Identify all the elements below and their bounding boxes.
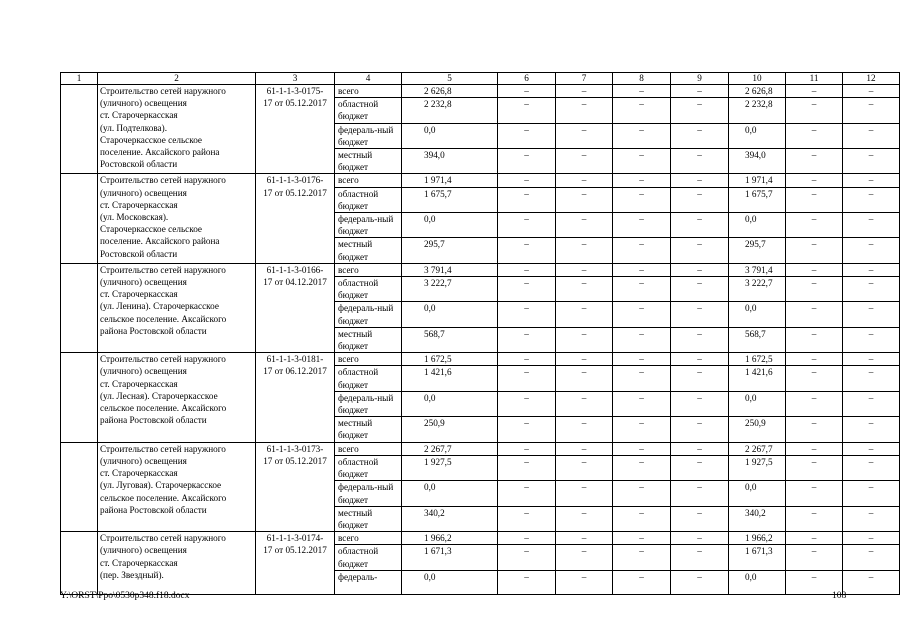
value-cell-column-11: –: [786, 506, 843, 531]
value-cell-column-11: –: [786, 149, 843, 174]
value-cell-column-11: –: [786, 455, 843, 480]
value-cell-column-9: –: [671, 277, 729, 302]
table-row: [61, 353, 900, 366]
value-cell-column-8: –: [613, 187, 671, 212]
object-name-line: Строительство сетей наружного: [100, 175, 226, 186]
value-cell-column-5: 2 232,8: [402, 98, 498, 123]
value-cell-column-6: –: [498, 532, 556, 545]
object-name-line: сельское поселение. Аксайского: [100, 403, 227, 414]
object-name-line: (ул. Московская).: [100, 212, 169, 223]
value-cell-column-9: –: [671, 238, 729, 263]
value-cell-column-12: –: [843, 442, 900, 455]
column-header-6: 6: [498, 73, 556, 85]
registration-code-cell: [256, 174, 335, 263]
value-cell-column-5: 394,0: [402, 149, 498, 174]
value-cell-column-12: –: [843, 455, 900, 480]
object-name-line: (ул. Подтелкова).: [100, 122, 167, 133]
value-cell-column-8: –: [613, 238, 671, 263]
value-cell-column-6: –: [498, 187, 556, 212]
value-cell-column-10: 2 267,7: [729, 442, 786, 455]
value-cell-column-10: 0,0: [729, 302, 786, 327]
value-cell-column-9: –: [671, 442, 729, 455]
value-cell-column-10: 3 791,4: [729, 263, 786, 276]
funding-source-cell: федераль-ный бюджет: [335, 213, 402, 238]
value-cell-column-11: –: [786, 327, 843, 352]
value-cell-column-8: –: [613, 174, 671, 187]
value-cell-column-5: 340,2: [402, 506, 498, 531]
object-name-line: Строительство сетей наружного: [100, 86, 226, 96]
value-cell-column-8: –: [613, 545, 671, 570]
object-name-line: Старочеркасское сельское: [100, 134, 202, 145]
funding-source-cell: областной бюджет: [335, 187, 402, 212]
value-cell-column-7: –: [556, 481, 613, 506]
value-cell-column-8: –: [613, 391, 671, 416]
registration-code-line: 17 от 05.12.2017: [263, 455, 327, 466]
value-cell-column-7: –: [556, 455, 613, 480]
value-cell-column-5: 295,7: [402, 238, 498, 263]
value-cell-column-11: –: [786, 187, 843, 212]
funding-source-cell: всего: [335, 442, 402, 455]
value-cell-column-9: –: [671, 213, 729, 238]
registration-code-line: 61-1-1-3-0174-: [266, 533, 324, 544]
value-cell-column-6: –: [498, 327, 556, 352]
registration-code-cell: [256, 532, 335, 595]
value-cell-column-9: –: [671, 353, 729, 366]
value-cell-column-9: –: [671, 149, 729, 174]
value-cell-column-12: –: [843, 353, 900, 366]
object-name-cell: [98, 174, 256, 263]
value-cell-column-10: 295,7: [729, 238, 786, 263]
value-cell-column-5: 568,7: [402, 327, 498, 352]
table-row: [61, 174, 900, 187]
value-cell-column-6: –: [498, 149, 556, 174]
object-name-line: (уличного) освещения: [100, 277, 187, 288]
value-cell-column-5: 1 966,2: [402, 532, 498, 545]
value-cell-column-9: –: [671, 481, 729, 506]
object-name-line: поселение. Аксайского района: [100, 236, 220, 247]
registration-code-line: 61-1-1-3-0175-: [266, 86, 324, 96]
funding-source-cell: федераль-ный бюджет: [335, 391, 402, 416]
value-cell-column-5: 1 675,7: [402, 187, 498, 212]
row-number-cell: [61, 353, 98, 442]
value-cell-column-9: –: [671, 391, 729, 416]
value-cell-column-8: –: [613, 263, 671, 276]
value-cell-column-12: –: [843, 532, 900, 545]
value-cell-column-6: –: [498, 481, 556, 506]
row-number-cell: [61, 442, 98, 531]
value-cell-column-9: –: [671, 123, 729, 148]
value-cell-column-7: –: [556, 570, 613, 594]
value-cell-column-7: –: [556, 442, 613, 455]
value-cell-column-12: –: [843, 481, 900, 506]
value-cell-column-11: –: [786, 366, 843, 391]
value-cell-column-12: –: [843, 570, 900, 594]
object-name-line: (уличного) освещения: [100, 455, 187, 466]
value-cell-column-7: –: [556, 149, 613, 174]
value-cell-column-6: –: [498, 123, 556, 148]
value-cell-column-8: –: [613, 98, 671, 123]
value-cell-column-5: 0,0: [402, 481, 498, 506]
object-name-line: (ул. Лесная). Старочеркасское: [100, 390, 218, 401]
object-name-line: района Ростовской области: [100, 415, 207, 426]
value-cell-column-8: –: [613, 455, 671, 480]
value-cell-column-8: –: [613, 442, 671, 455]
value-cell-column-8: –: [613, 213, 671, 238]
value-cell-column-9: –: [671, 506, 729, 531]
value-cell-column-5: 1 421,6: [402, 366, 498, 391]
value-cell-column-12: –: [843, 277, 900, 302]
value-cell-column-7: –: [556, 366, 613, 391]
funding-source-cell: областной бюджет: [335, 366, 402, 391]
value-cell-column-7: –: [556, 532, 613, 545]
table-header-row: [61, 73, 900, 85]
funding-source-cell: всего: [335, 263, 402, 276]
object-name-line: (уличного) освещения: [100, 98, 187, 109]
funding-source-cell: всего: [335, 174, 402, 187]
value-cell-column-12: –: [843, 98, 900, 123]
value-cell-column-12: –: [843, 545, 900, 570]
value-cell-column-5: 1 672,5: [402, 353, 498, 366]
registration-code-line: 17 от 05.12.2017: [263, 98, 327, 109]
value-cell-column-5: 0,0: [402, 123, 498, 148]
value-cell-column-10: 0,0: [729, 570, 786, 594]
value-cell-column-9: –: [671, 545, 729, 570]
value-cell-column-5: 3 791,4: [402, 263, 498, 276]
value-cell-column-11: –: [786, 532, 843, 545]
column-header-10: 10: [729, 73, 786, 85]
object-name-line: (ул. Ленина). Старочеркасское: [100, 301, 219, 312]
registration-code-line: 17 от 04.12.2017: [263, 277, 327, 288]
value-cell-column-6: –: [498, 391, 556, 416]
registration-code-line: 17 от 05.12.2017: [263, 545, 327, 556]
value-cell-column-6: –: [498, 417, 556, 442]
value-cell-column-10: 1 971,4: [729, 174, 786, 187]
value-cell-column-6: –: [498, 366, 556, 391]
object-name-cell: [98, 353, 256, 442]
funding-source-cell: местный бюджет: [335, 506, 402, 531]
value-cell-column-12: –: [843, 174, 900, 187]
table-body: [61, 85, 900, 595]
funding-source-cell: областной бюджет: [335, 545, 402, 570]
value-cell-column-8: –: [613, 532, 671, 545]
object-name-line: Старочеркасское сельское: [100, 224, 202, 235]
value-cell-column-12: –: [843, 213, 900, 238]
value-cell-column-9: –: [671, 570, 729, 594]
funding-source-cell: всего: [335, 85, 402, 98]
value-cell-column-10: 3 222,7: [729, 277, 786, 302]
value-cell-column-9: –: [671, 302, 729, 327]
value-cell-column-10: 0,0: [729, 213, 786, 238]
object-name-line: Строительство сетей наружного: [100, 533, 226, 544]
value-cell-column-7: –: [556, 238, 613, 263]
value-cell-column-10: 2 232,8: [729, 98, 786, 123]
column-header-1: 1: [61, 73, 98, 85]
value-cell-column-5: 1 927,5: [402, 455, 498, 480]
column-header-11: 11: [786, 73, 843, 85]
object-name-line: сельское поселение. Аксайского: [100, 492, 227, 503]
value-cell-column-5: 1 671,3: [402, 545, 498, 570]
value-cell-column-9: –: [671, 174, 729, 187]
column-header-2: 2: [98, 73, 256, 85]
value-cell-column-10: 1 672,5: [729, 353, 786, 366]
value-cell-column-11: –: [786, 353, 843, 366]
registration-code-cell: [256, 85, 335, 174]
column-header-3: 3: [256, 73, 335, 85]
funding-source-cell: местный бюджет: [335, 327, 402, 352]
object-name-cell: [98, 263, 256, 352]
registration-code-line: 17 от 05.12.2017: [263, 187, 327, 198]
value-cell-column-7: –: [556, 353, 613, 366]
value-cell-column-11: –: [786, 85, 843, 98]
object-name-cell: [98, 532, 256, 595]
value-cell-column-11: –: [786, 98, 843, 123]
value-cell-column-6: –: [498, 302, 556, 327]
object-name-line: (уличного) освещения: [100, 545, 187, 556]
value-cell-column-10: 1 671,3: [729, 545, 786, 570]
value-cell-column-11: –: [786, 302, 843, 327]
funding-source-cell: федераль-ный бюджет: [335, 123, 402, 148]
object-name-line: (уличного) освещения: [100, 366, 187, 377]
value-cell-column-11: –: [786, 174, 843, 187]
value-cell-column-10: 340,2: [729, 506, 786, 531]
object-name-line: (пер. Звездный).: [100, 569, 164, 580]
funding-source-cell: местный бюджет: [335, 417, 402, 442]
footer-page-number: 108: [832, 591, 847, 601]
object-name-line: (уличного) освещения: [100, 187, 187, 198]
value-cell-column-5: 0,0: [402, 570, 498, 594]
value-cell-column-5: 2 267,7: [402, 442, 498, 455]
value-cell-column-7: –: [556, 213, 613, 238]
value-cell-column-5: 2 626,8: [402, 85, 498, 98]
value-cell-column-9: –: [671, 263, 729, 276]
value-cell-column-11: –: [786, 570, 843, 594]
value-cell-column-11: –: [786, 481, 843, 506]
value-cell-column-7: –: [556, 187, 613, 212]
value-cell-column-7: –: [556, 85, 613, 98]
value-cell-column-10: 0,0: [729, 391, 786, 416]
value-cell-column-8: –: [613, 85, 671, 98]
value-cell-column-6: –: [498, 98, 556, 123]
object-name-line: ст. Старочеркасская: [100, 378, 178, 389]
value-cell-column-8: –: [613, 149, 671, 174]
value-cell-column-9: –: [671, 187, 729, 212]
value-cell-column-10: 0,0: [729, 481, 786, 506]
object-name-line: (ул. Луговая). Старочеркасское: [100, 480, 222, 491]
object-name-line: ст. Старочеркасская: [100, 468, 178, 479]
value-cell-column-9: –: [671, 455, 729, 480]
registration-code-cell: [256, 353, 335, 442]
value-cell-column-7: –: [556, 417, 613, 442]
value-cell-column-8: –: [613, 481, 671, 506]
value-cell-column-6: –: [498, 455, 556, 480]
value-cell-column-12: –: [843, 366, 900, 391]
value-cell-column-10: 1 966,2: [729, 532, 786, 545]
funding-source-cell: федераль-: [335, 570, 402, 594]
funding-source-cell: областной бюджет: [335, 455, 402, 480]
value-cell-column-8: –: [613, 277, 671, 302]
value-cell-column-9: –: [671, 417, 729, 442]
value-cell-column-11: –: [786, 263, 843, 276]
value-cell-column-10: 1 927,5: [729, 455, 786, 480]
value-cell-column-11: –: [786, 442, 843, 455]
row-number-cell: [61, 174, 98, 263]
value-cell-column-9: –: [671, 98, 729, 123]
value-cell-column-11: –: [786, 391, 843, 416]
value-cell-column-9: –: [671, 85, 729, 98]
object-name-line: ст. Старочеркасская: [100, 289, 178, 300]
column-header-9: 9: [671, 73, 729, 85]
value-cell-column-5: 1 971,4: [402, 174, 498, 187]
value-cell-column-7: –: [556, 545, 613, 570]
object-name-line: Ростовской области: [100, 248, 178, 259]
object-name-line: района Ростовской области: [100, 504, 207, 515]
value-cell-column-12: –: [843, 417, 900, 442]
registration-code-cell: [256, 442, 335, 531]
value-cell-column-8: –: [613, 353, 671, 366]
funding-source-cell: всего: [335, 353, 402, 366]
value-cell-column-7: –: [556, 391, 613, 416]
value-cell-column-11: –: [786, 238, 843, 263]
object-name-line: Строительство сетей наружного: [100, 443, 226, 454]
value-cell-column-6: –: [498, 174, 556, 187]
value-cell-column-12: –: [843, 391, 900, 416]
value-cell-column-12: –: [843, 506, 900, 531]
registration-code-line: 61-1-1-3-0166-: [266, 264, 324, 275]
value-cell-column-6: –: [498, 545, 556, 570]
value-cell-column-8: –: [613, 302, 671, 327]
value-cell-column-10: 394,0: [729, 149, 786, 174]
funding-source-cell: областной бюджет: [335, 98, 402, 123]
value-cell-column-7: –: [556, 263, 613, 276]
value-cell-column-11: –: [786, 213, 843, 238]
value-cell-column-12: –: [843, 238, 900, 263]
value-cell-column-5: 0,0: [402, 302, 498, 327]
object-name-cell: [98, 442, 256, 531]
column-header-7: 7: [556, 73, 613, 85]
value-cell-column-12: –: [843, 263, 900, 276]
value-cell-column-12: –: [843, 327, 900, 352]
registration-code-line: 17 от 06.12.2017: [263, 366, 327, 377]
value-cell-column-12: –: [843, 123, 900, 148]
value-cell-column-8: –: [613, 417, 671, 442]
row-number-cell: [61, 532, 98, 595]
value-cell-column-11: –: [786, 545, 843, 570]
object-name-line: района Ростовской области: [100, 325, 207, 336]
value-cell-column-7: –: [556, 98, 613, 123]
value-cell-column-9: –: [671, 532, 729, 545]
object-name-line: ст. Старочеркасская: [100, 557, 178, 568]
value-cell-column-6: –: [498, 506, 556, 531]
value-cell-column-8: –: [613, 123, 671, 148]
table-row: [61, 85, 900, 98]
value-cell-column-6: –: [498, 570, 556, 594]
value-cell-column-5: 3 222,7: [402, 277, 498, 302]
value-cell-column-6: –: [498, 238, 556, 263]
value-cell-column-12: –: [843, 85, 900, 98]
object-name-line: поселение. Аксайского района: [100, 147, 220, 158]
funding-source-cell: всего: [335, 532, 402, 545]
table-row: [61, 263, 900, 276]
object-name-line: сельское поселение. Аксайского: [100, 313, 227, 324]
value-cell-column-6: –: [498, 213, 556, 238]
column-header-12: 12: [843, 73, 900, 85]
value-cell-column-6: –: [498, 353, 556, 366]
value-cell-column-12: –: [843, 149, 900, 174]
column-header-5: 5: [402, 73, 498, 85]
funding-source-cell: местный бюджет: [335, 149, 402, 174]
value-cell-column-10: 0,0: [729, 123, 786, 148]
budget-table: [60, 72, 900, 595]
row-number-cell: [61, 85, 98, 174]
object-name-cell: [98, 85, 256, 174]
value-cell-column-10: 250,9: [729, 417, 786, 442]
object-name-line: ст. Старочеркасская: [100, 199, 178, 210]
value-cell-column-10: 1 421,6: [729, 366, 786, 391]
footer-file-path: Y:\ORST\Ppo\0530p348.f18.docx: [60, 591, 190, 601]
value-cell-column-5: 0,0: [402, 213, 498, 238]
value-cell-column-8: –: [613, 327, 671, 352]
value-cell-column-10: 1 675,7: [729, 187, 786, 212]
value-cell-column-11: –: [786, 123, 843, 148]
value-cell-column-12: –: [843, 302, 900, 327]
value-cell-column-11: –: [786, 277, 843, 302]
value-cell-column-10: 568,7: [729, 327, 786, 352]
value-cell-column-10: 2 626,8: [729, 85, 786, 98]
value-cell-column-11: –: [786, 417, 843, 442]
registration-code-cell: [256, 263, 335, 352]
table-row: [61, 532, 900, 545]
registration-code-line: 61-1-1-3-0173-: [266, 443, 324, 454]
funding-source-cell: федераль-ный бюджет: [335, 302, 402, 327]
value-cell-column-5: 0,0: [402, 391, 498, 416]
object-name-line: Строительство сетей наружного: [100, 264, 226, 275]
row-number-cell: [61, 263, 98, 352]
value-cell-column-7: –: [556, 327, 613, 352]
column-header-8: 8: [613, 73, 671, 85]
object-name-line: Строительство сетей наружного: [100, 354, 226, 365]
value-cell-column-8: –: [613, 506, 671, 531]
funding-source-cell: местный бюджет: [335, 238, 402, 263]
value-cell-column-7: –: [556, 123, 613, 148]
funding-source-cell: областной бюджет: [335, 277, 402, 302]
table-row: [61, 442, 900, 455]
value-cell-column-6: –: [498, 263, 556, 276]
value-cell-column-12: –: [843, 187, 900, 212]
column-header-4: 4: [335, 73, 402, 85]
object-name-line: ст. Старочеркасская: [100, 110, 178, 121]
value-cell-column-5: 250,9: [402, 417, 498, 442]
value-cell-column-9: –: [671, 366, 729, 391]
value-cell-column-8: –: [613, 366, 671, 391]
value-cell-column-6: –: [498, 277, 556, 302]
value-cell-column-7: –: [556, 506, 613, 531]
funding-source-cell: федераль-ный бюджет: [335, 481, 402, 506]
value-cell-column-6: –: [498, 442, 556, 455]
object-name-line: Ростовской области: [100, 159, 178, 170]
value-cell-column-8: –: [613, 570, 671, 594]
value-cell-column-7: –: [556, 174, 613, 187]
value-cell-column-7: –: [556, 277, 613, 302]
value-cell-column-9: –: [671, 327, 729, 352]
registration-code-line: 61-1-1-3-0181-: [266, 354, 324, 365]
value-cell-column-7: –: [556, 302, 613, 327]
value-cell-column-6: –: [498, 85, 556, 98]
registration-code-line: 61-1-1-3-0176-: [266, 175, 324, 186]
